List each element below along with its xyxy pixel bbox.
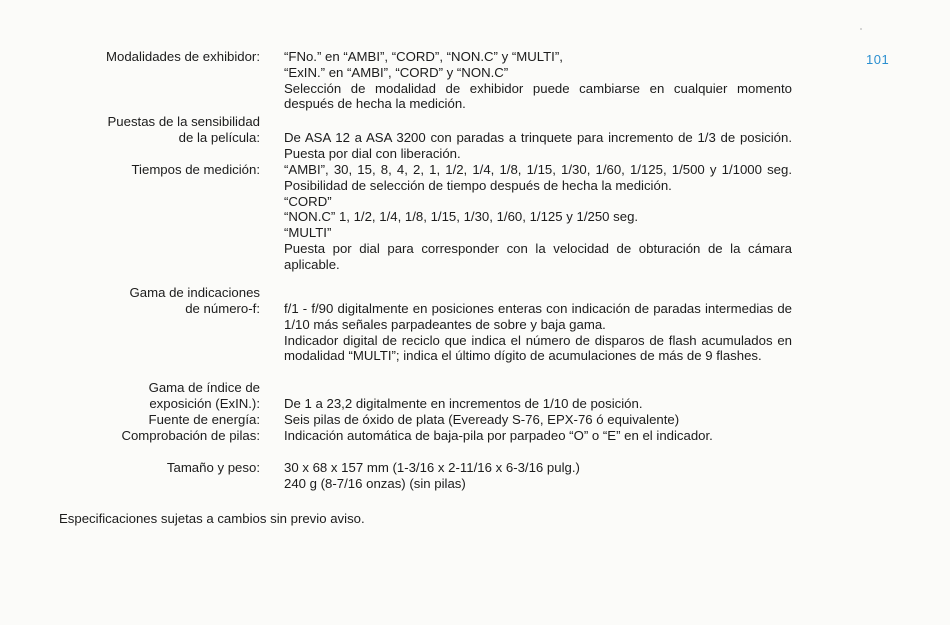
spec-value-line: “ExIN.” en “AMBI”, “CORD” y “NON.C” (284, 64, 509, 80)
spec-value (284, 301, 792, 364)
spec-value-paragraph: Selección de modalidad de exhibidor puede cambiarse en cualquier momento después de hecha la medición. (284, 80, 792, 112)
spec-value-line: “MULTI” (284, 225, 332, 241)
spec-label (30, 285, 260, 317)
spec-label-line: Fuente de energía: (148, 412, 260, 427)
speck-mark (860, 28, 862, 30)
spec-label-line: Modalidades de exhibidor: (106, 49, 260, 64)
spec-label-line: Tamaño y peso: (166, 460, 260, 475)
spec-label (30, 380, 260, 412)
spec-label-line: Gama de indicaciones (129, 285, 260, 300)
spec-label (30, 162, 260, 178)
spec-value (284, 162, 792, 273)
footer-note: Especificaciones sujetas a cambios sin previo aviso. (59, 511, 365, 526)
spec-value (284, 396, 792, 412)
spec-value-paragraph: “AMBI”, 30, 15, 8, 4, 2, 1, 1/2, 1/4, 1/8, 1/15, 1/30, 1/60, 1/125, 1/500 y 1/1000 seg. Posibilidad de selección de tiempo después de hecha la medición. (284, 162, 792, 193)
spec-value-paragraph: f/1 - f/90 digitalmente en posiciones enteras con indicación de paradas intermedias de 1/10 más señales parpadeantes de sobre y baja gama. (284, 301, 792, 332)
spec-value-line: 240 g (8-7/16 onzas) (sin pilas) (284, 475, 466, 491)
spec-label-line: Puestas de la sensibilidad (107, 114, 260, 129)
spec-label-line: Comprobación de pilas: (121, 428, 260, 443)
spec-value-paragraph: Indicación automática de baja-pila por parpadeo “O” o “E” en el indicador. (284, 428, 713, 443)
spec-label (30, 412, 260, 428)
spec-value-line: “NON.C” 1, 1/2, 1/4, 1/8, 1/15, 1/30, 1/60, 1/125 y 1/250 seg. (284, 209, 639, 225)
spec-value-paragraph: Indicador digital de reciclo que indica el número de disparos de flash acumulados en modalidad “MULTI”; indica el último dígito de acumulaciones de más de 9 flashes. (284, 332, 792, 364)
spec-value-paragraph: Puesta por dial para corresponder con la velocidad de obturación de la cámara aplicable. (284, 240, 792, 272)
spec-label-line: exposición (ExIN.): (149, 395, 260, 411)
spec-value (284, 130, 792, 162)
spec-value-line: De 1 a 23,2 digitalmente en incrementos de 1/10 de posición. (284, 396, 643, 411)
spec-label (30, 460, 260, 476)
spec-label-line: Gama de índice de (148, 380, 260, 395)
spec-value (284, 49, 792, 112)
spec-value (284, 412, 792, 428)
spec-label-line: de número-f: (185, 300, 260, 316)
spec-value-paragraph: De ASA 12 a ASA 3200 con paradas a trinquete para incremento de 1/3 de posición. Puesta por dial con liberación. (284, 130, 792, 161)
spec-value-line: “FNo.” en “AMBI”, “CORD”, “NON.C” y “MULTI”, (284, 49, 563, 64)
spec-value (284, 428, 792, 444)
spec-label-line: de la película: (178, 129, 260, 145)
spec-label-line: Tiempos de medición: (131, 162, 260, 177)
spec-value (284, 460, 792, 492)
page-number: 101 (866, 52, 890, 67)
spec-label (30, 114, 260, 146)
spec-value-line: “CORD” (284, 193, 332, 209)
spec-value-line: Seis pilas de óxido de plata (Eveready S-76, EPX-76 ó equivalente) (284, 412, 680, 427)
spec-label (30, 49, 260, 65)
spec-label (30, 428, 260, 444)
spec-value-line: 30 x 68 x 157 mm (1-3/16 x 2-11/16 x 6-3/16 pulg.) (284, 460, 580, 475)
